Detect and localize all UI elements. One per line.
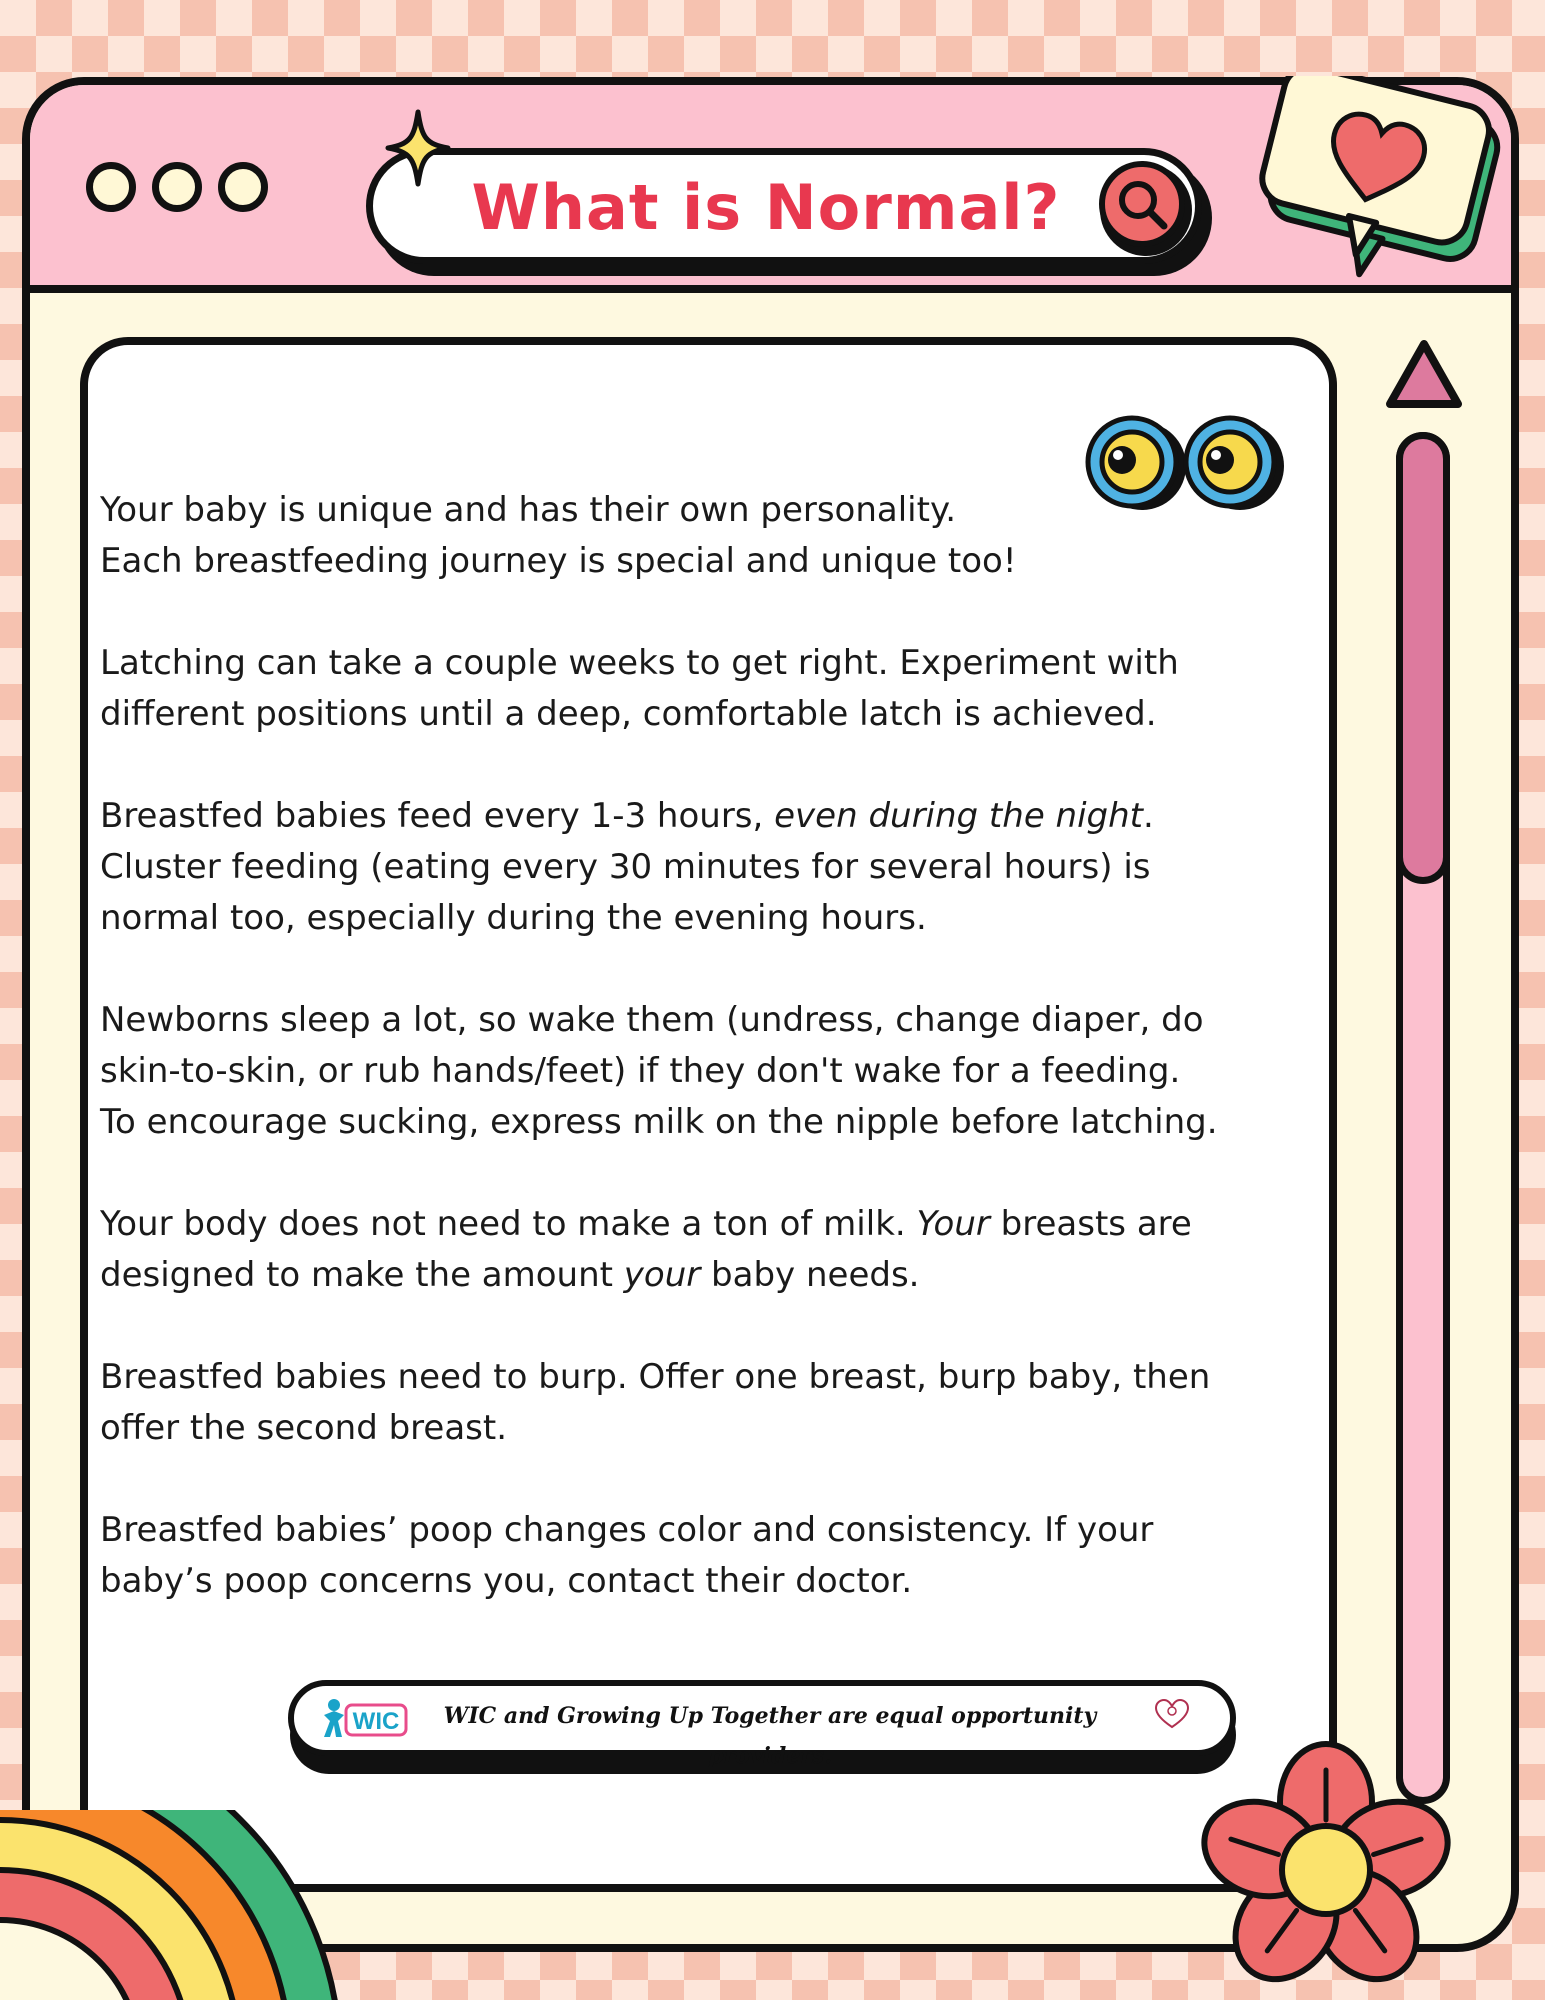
body-text bbox=[100, 485, 1340, 1658]
text-line: baby’s poop concerns you, contact their doctor. bbox=[100, 1561, 913, 1601]
paragraph-feeding bbox=[100, 791, 1340, 944]
paragraph-newborns-sleep bbox=[100, 995, 1340, 1148]
text-line: Your baby is unique and has their own personality. bbox=[100, 490, 957, 530]
text-run: Breastfed babies feed every 1-3 hours, bbox=[100, 796, 775, 836]
emphasis-night: even during the night bbox=[774, 796, 1143, 836]
rainbow-icon bbox=[0, 1810, 380, 2000]
text-line: To encourage sucking, express milk on the nipple before latching. bbox=[100, 1102, 1218, 1142]
scrollbar-thumb[interactable] bbox=[1396, 432, 1450, 884]
text-line bbox=[100, 1199, 1340, 1250]
text-run: Your body does not need to make a ton of milk. bbox=[100, 1204, 917, 1244]
search-icon bbox=[1096, 158, 1188, 250]
growing-up-together-logo bbox=[1152, 1697, 1192, 1733]
window-control-dot[interactable] bbox=[218, 162, 268, 212]
window-control-dot[interactable] bbox=[152, 162, 202, 212]
window-control-dot[interactable] bbox=[86, 162, 136, 212]
text-line bbox=[100, 1250, 1340, 1301]
paragraph-latching bbox=[100, 638, 1340, 740]
paragraph-unique bbox=[100, 485, 1340, 587]
text-line: Each breastfeeding journey is special and unique too! bbox=[100, 541, 1017, 581]
text-line bbox=[100, 791, 1340, 842]
text-line: skin-to-skin, or rub hands/feet) if they don't wake for a feeding. bbox=[100, 1051, 1181, 1091]
text-run: . bbox=[1143, 796, 1154, 836]
text-run: baby needs. bbox=[700, 1255, 920, 1295]
text-line: different positions until a deep, comfortable latch is achieved. bbox=[100, 694, 1157, 734]
wic-logo bbox=[322, 1693, 414, 1739]
text-run: breasts are bbox=[989, 1204, 1192, 1244]
text-line: offer the second breast. bbox=[100, 1408, 508, 1448]
text-line: Cluster feeding (eating every 30 minutes for several hours) is bbox=[100, 847, 1151, 887]
paragraph-milk-supply bbox=[100, 1199, 1340, 1301]
page-title: What is Normal? bbox=[471, 171, 1061, 244]
footer-text: WIC and Growing Up Together are equal opportunity providers. bbox=[443, 1703, 1097, 1769]
heart-chat-icon bbox=[1250, 76, 1520, 296]
paragraph-burp bbox=[100, 1352, 1340, 1454]
sparkle-icon bbox=[384, 108, 452, 188]
text-line: normal too, especially during the evening hours. bbox=[100, 898, 927, 938]
emphasis-your: your bbox=[623, 1255, 701, 1295]
text-run: designed to make the amount bbox=[100, 1255, 624, 1295]
text-line: Breastfed babies’ poop changes color and consistency. If your bbox=[100, 1510, 1154, 1550]
wic-logo-text: WIC bbox=[352, 1708, 400, 1735]
text-line: Newborns sleep a lot, so wake them (undress, change diaper, do bbox=[100, 1000, 1204, 1040]
search-button[interactable] bbox=[1100, 164, 1192, 256]
emphasis-your: Your bbox=[916, 1204, 990, 1244]
text-line: Latching can take a couple weeks to get right. Experiment with bbox=[100, 643, 1179, 683]
text-line: Breastfed babies need to burp. Offer one breast, burp baby, then bbox=[100, 1357, 1211, 1397]
paragraph-poop bbox=[100, 1505, 1340, 1607]
flower-icon bbox=[1196, 1740, 1456, 2000]
scroll-up-button[interactable] bbox=[1382, 336, 1466, 414]
